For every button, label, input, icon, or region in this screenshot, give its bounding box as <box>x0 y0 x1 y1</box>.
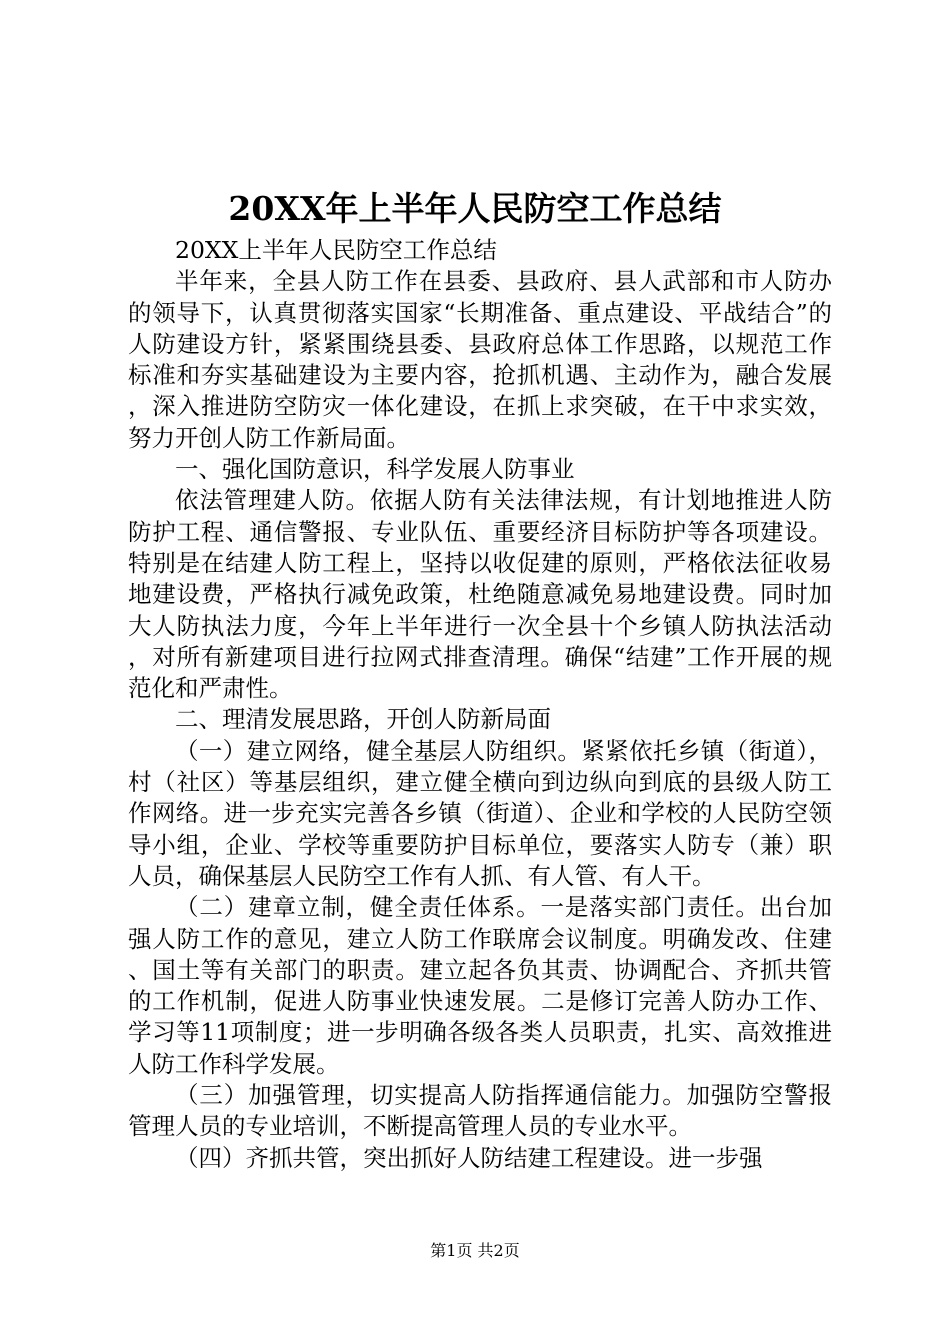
paragraph-law: 依法管理建人防。依据人防有关法律法规，有计划地推进人防防护工程、通信警报、专业队伍、重要经济目标防护等各项建设。特别是在结建人防工程上，坚持以收促建的原则，严格依法征收易地建设费，严格执行减免政策，杜绝随意减免易地建设费。同时加大人防执法力度，今年上半年进行一次全县十个乡镇人防执法活动，对所有新建项目进行拉网式排查清理。确保“结建”工作开展的规范化和严肃性。 <box>128 486 832 703</box>
paragraph-item-4: （四）齐抓共管，突出抓好人防结建工程建设。进一步强 <box>175 1143 763 1172</box>
document-body <box>128 235 832 1174</box>
paragraph-item-3: （三）加强管理，切实提高人防指挥通信能力。加强防空警报管理人员的专业培训，不断提高管理人员的专业水平。 <box>128 1081 832 1141</box>
section-heading-1: 一、强化国防意识，科学发展人防事业 <box>175 455 575 484</box>
paragraph-item-1: （一）建立网络，健全基层人防组织。紧紧依托乡镇（街道），村（社区）等基层组织，建立健全横向到边纵向到底的县级人防工作网络。进一步充实完善各乡镇（街道）、企业和学校的人民防空领导小组，企业、学校等重要防护目标单位，要落实人防专（兼）职人员，确保基层人民防空工作有人抓、有人管、有人干。 <box>128 736 832 890</box>
paragraph-subtitle: 20XX上半年人民防空工作总结 <box>175 236 497 264</box>
section-heading-2: 二、理清发展思路，开创人防新局面 <box>175 705 551 734</box>
paragraph-item-2: （二）建章立制，健全责任体系。一是落实部门责任。出台加强人防工作的意见，建立人防工作联席会议制度。明确发改、住建、国土等有关部门的职责。建立起各负其责、协调配合、齐抓共管的工作机制，促进人防事业快速发展。二是修订完善人防办工作、学习等11项制度；进一步明确各级各类人员职责，扎实、高效推进人防工作科学发展。 <box>128 893 832 1078</box>
page-footer: 第1页 共2页 <box>430 1241 520 1260</box>
paragraph-intro: 半年来，全县人防工作在县委、县政府、县人武部和市人防办的领导下，认真贯彻落实国家“长期准备、重点建设、平战结合”的人防建设方针，紧紧围绕县委、县政府总体工作思路，以规范工作标准和夯实基础建设为主要内容，抢抓机遇、主动作为，融合发展，深入推进防空防灾一体化建设，在抓上求突破，在干中求实效，努力开创人防工作新局面。 <box>128 267 832 452</box>
document-title: 20XX年上半年人民防空工作总结 <box>228 189 722 228</box>
